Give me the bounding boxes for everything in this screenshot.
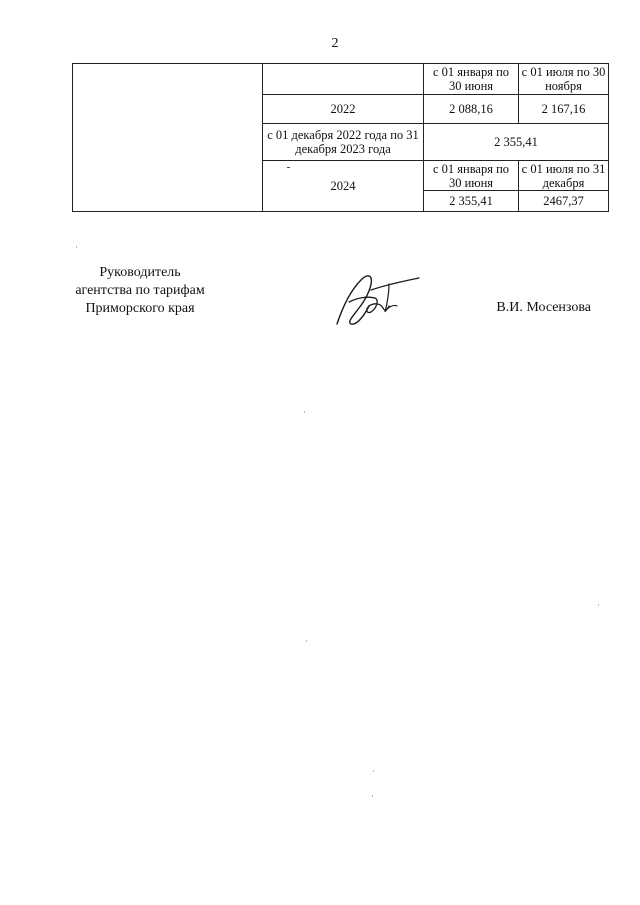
signer-name: В.И. Мосензова: [496, 300, 591, 315]
scan-speck: [598, 604, 599, 606]
period-cell: с 01 декабря 2022 года по 31 декабря 2023 года: [263, 124, 424, 161]
tariff-table: [72, 63, 609, 212]
period-1-header: с 01 января по 30 июня: [424, 161, 519, 191]
scan-speck: [304, 411, 305, 413]
year-text: 2024: [330, 179, 356, 193]
value-cell: 2 355,41: [424, 191, 519, 212]
signer-position: [40, 264, 240, 318]
scan-speck: [76, 246, 77, 248]
period-1-header: с 01 января по 30 июня: [424, 64, 519, 95]
year-cell: [263, 161, 424, 212]
scan-speck: [306, 640, 307, 642]
empty-cell: [73, 64, 263, 212]
scan-speck: [373, 770, 374, 772]
position-line: Руководитель: [99, 265, 181, 280]
value-cell: 2467,37: [519, 191, 609, 212]
scan-speck: [372, 795, 373, 797]
value-cell: 2 167,16: [519, 95, 609, 124]
value-cell: 2 088,16: [424, 95, 519, 124]
period-2-header: с 01 июля по 30 ноября: [519, 64, 609, 95]
page-number: 2: [331, 36, 339, 51]
position-line: Приморского края: [85, 301, 195, 316]
value-cell: 2 355,41: [424, 124, 609, 161]
position-line: агентства по тарифам: [75, 283, 205, 298]
table-row-header: [73, 64, 609, 95]
empty-cell: [263, 64, 424, 95]
handwritten-signature: [327, 268, 423, 330]
scan-mark: [287, 167, 290, 168]
period-2-header: с 01 июля по 31 декабря: [519, 161, 609, 191]
year-cell: 2022: [263, 95, 424, 124]
